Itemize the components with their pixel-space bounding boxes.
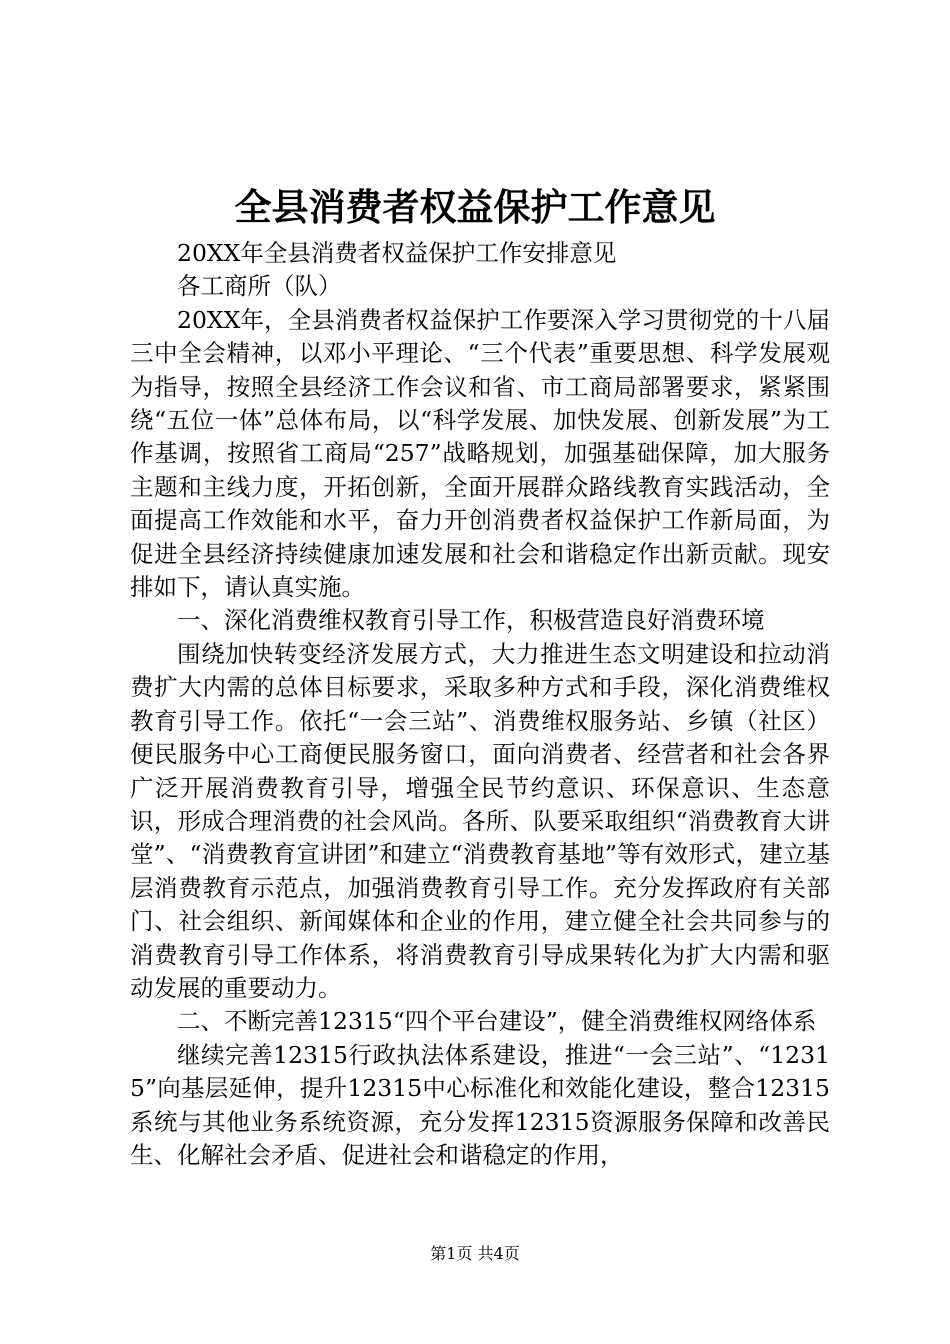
section-heading-2: 二、不断完善12315“四个平台建设”，健全消费维权网络体系 <box>177 1007 817 1036</box>
document-body <box>130 237 830 1172</box>
paragraph-addressee: 各工商所（队） <box>177 272 342 301</box>
paragraph-section-2: 继续完善12315行政执法体系建设，推进“一会三站”、“12315”向基层延伸，提升12315中心标准化和效能化建设，整合12315系统与其他业务系统资源，充分发挥12315资源服务保障和改善民生、化解社会矛盾、促进社会和谐稳定的作用， <box>130 1040 830 1169</box>
document-title: 全县消费者权益保护工作意见 <box>234 186 716 229</box>
page-footer: 第1页 共4页 <box>430 1244 520 1263</box>
paragraph-intro: 20XX年，全县消费者权益保护工作要深入学习贯彻党的十八届三中全会精神，以邓小平理论、“三个代表”重要思想、科学发展观为指导，按照全县经济工作会议和省、市工商局部署要求，紧紧围绕“五位一体”总体布局，以“科学发展、加快发展、创新发展”为工作基调，按照省工商局“257”战略规划，加强基础保障，加大服务主题和主线力度，开拓创新，全面开展群众路线教育实践活动，全面提高工作效能和水平，奋力开创消费者权益保护工作新局面，为促进全县经济持续健康加速发展和社会和谐稳定作出新贡献。现安排如下，请认真实施。 <box>130 305 830 602</box>
section-heading-1: 一、深化消费维权教育引导工作，积极营造良好消费环境 <box>177 606 765 635</box>
paragraph-section-1: 围绕加快转变经济发展方式，大力推进生态文明建设和拉动消费扩大内需的总体目标要求，采取多种方式和手段，深化消费维权教育引导工作。依托“一会三站”、消费维权服务站、乡镇（社区）便民服务中心工商便民服务窗口，面向消费者、经营者和社会各界广泛开展消费教育引导，增强全民节约意识、环保意识、生态意识，形成合理消费的社会风尚。各所、队要采取组织“消费教育大讲堂”、“消费教育宣讲团”和建立“消费教育基地”等有效形式，建立基层消费教育示范点，加强消费教育引导工作。充分发挥政府有关部门、社会组织、新闻媒体和企业的作用，建立健全社会共同参与的消费教育引导工作体系，将消费教育引导成果转化为扩大内需和驱动发展的重要动力。 <box>130 639 830 1002</box>
paragraph-subtitle: 20XX年全县消费者权益保护工作安排意见 <box>177 239 617 267</box>
